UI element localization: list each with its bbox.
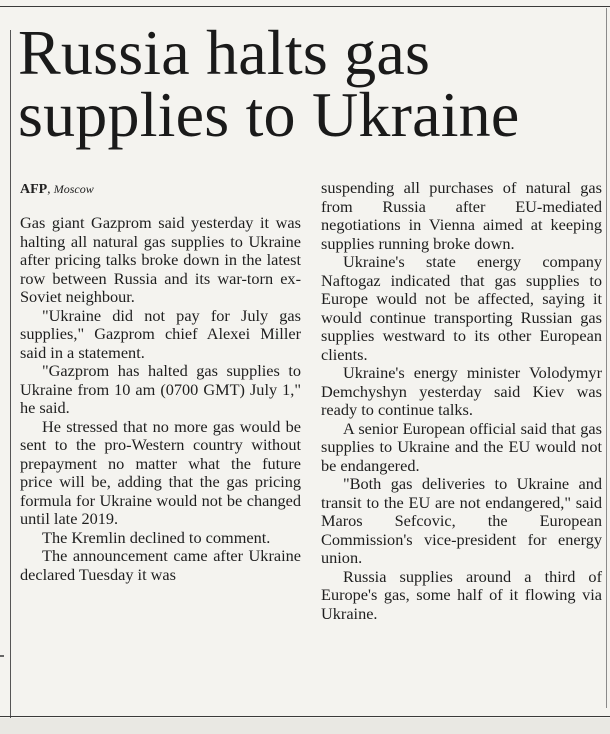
headline: Russia halts gas supplies to Ukraine <box>18 17 520 150</box>
top-rule <box>0 6 610 7</box>
left-column-rule <box>10 30 11 720</box>
paragraph: Russia supplies around a third of Europe's gas, some half of it flowing via Ukraine. <box>321 566 602 623</box>
byline-agency: AFP <box>20 182 48 197</box>
paragraph: Ukraine's state energy company Naftogaz indicated that gas supplies to Europe would not be affected, saying it would continue transporting Russian gas supplies westward to its other European clients. <box>321 252 602 364</box>
article-column-1 <box>20 214 301 584</box>
next-article-strip <box>0 718 610 734</box>
article-column-2 <box>321 179 602 623</box>
paragraph: Gas giant Gazprom said yesterday it was halting all natural gas supplies to Ukraine after pricing talks broke down in the latest row between Russia and its war-torn ex-Soviet neighbour. <box>20 213 301 306</box>
byline-place: Moscow <box>53 182 94 196</box>
byline-separator: , <box>47 181 54 196</box>
paragraph: The Kremlin declined to comment. <box>42 527 271 547</box>
paragraph: A senior European official said that gas supplies to Ukraine and the EU would not be endangered. <box>321 418 602 475</box>
paragraph: "Gazprom has halted gas supplies to Ukraine from 10 am (0700 GMT) July 1," he said. <box>20 361 301 417</box>
bottom-rule <box>0 716 610 717</box>
paragraph: The announcement came after Ukraine declared Tuesday it was <box>20 546 301 584</box>
paragraph: suspending all purchases of natural gas from Russia after EU-mediated negotiations in Vienna aimed at keeping supplies running broke down. <box>321 178 602 253</box>
margin-tick <box>0 655 4 657</box>
paragraph: He stressed that no more gas would be sent to the pro-Western country without prepayment no matter what the future price will be, adding that the gas pricing formula for Ukraine would not be changed until late 2019. <box>20 416 301 528</box>
byline <box>20 181 94 198</box>
paragraph: "Ukraine did not pay for July gas supplies," Gazprom chief Alexei Miller said in a statement. <box>20 305 301 362</box>
paragraph: Ukraine's energy minister Volodymyr Demchyshyn yesterday said Kiev was ready to continue talks. <box>321 363 602 419</box>
paragraph: "Both gas deliveries to Ukraine and transit to the EU are not endangered," said Maros Sefcovic, the European Commission's vice-president for energy union. <box>321 474 602 567</box>
